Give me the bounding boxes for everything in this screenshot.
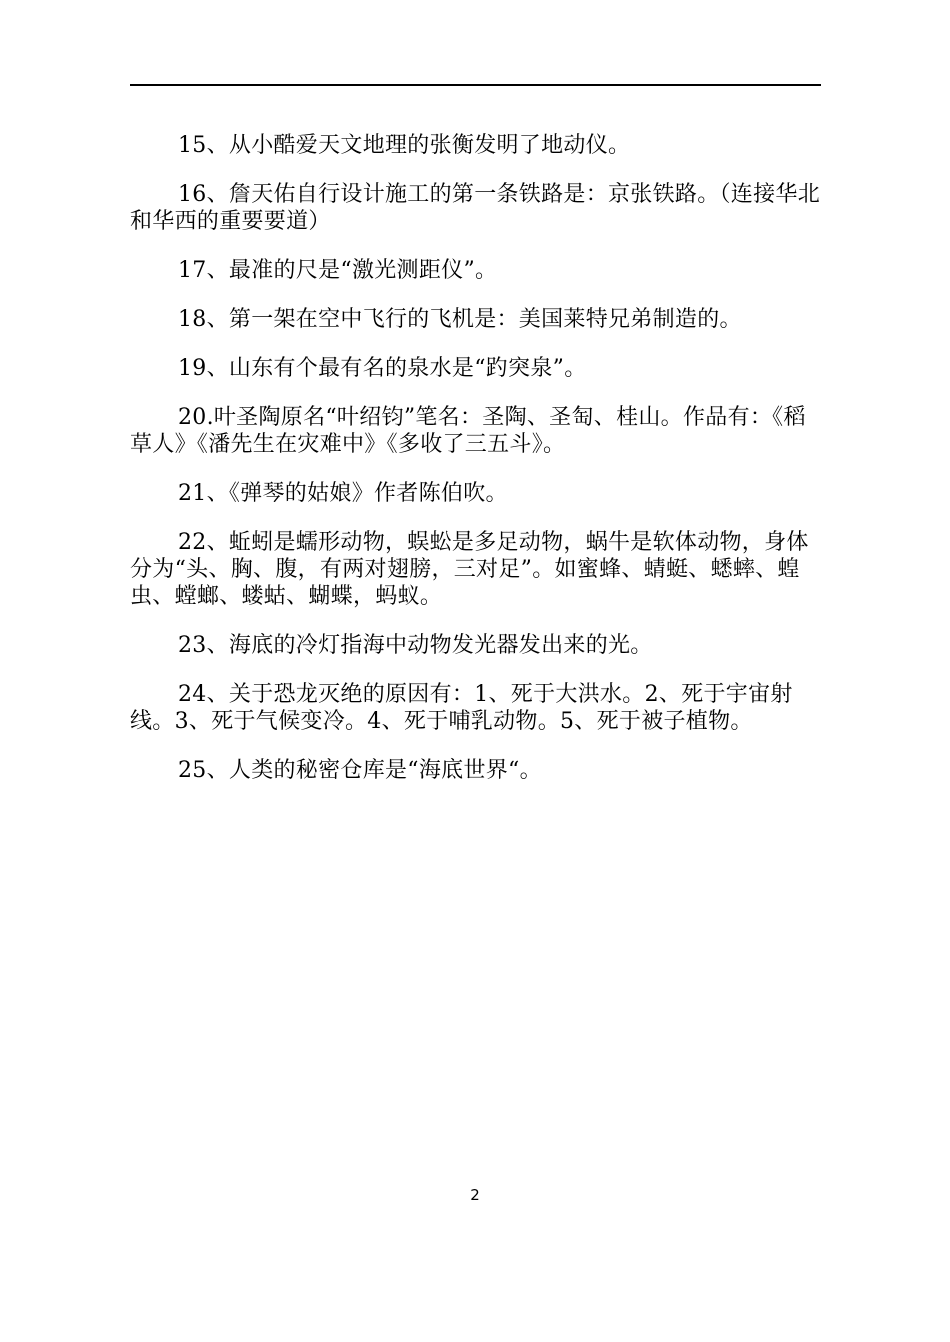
paragraph-21: 21、《弹琴的姑娘》作者陈伯吹。 xyxy=(178,481,508,506)
paragraph-22: 22、蚯蚓是蠕形动物，蜈蚣是多足动物，蜗牛是软体动物，身体分为“头、胸、腹，有两对翅膀，三对足”。如蜜蜂、蜻蜓、蟋蟀、蝗虫、螳螂、蝼蛄、蝴蝶，蚂蚁。 xyxy=(130,530,809,609)
paragraph-25: 25、人类的秘密仓库是“海底世界“。 xyxy=(178,758,542,783)
paragraph-20: 20.叶圣陶原名“叶绍钧”笔名：圣陶、圣匋、桂山。作品有：《稻草人》《潘先生在灾难中》《多收了三五斗》。 xyxy=(130,405,806,457)
paragraph-15: 15、从小酷爱天文地理的张衡发明了地动仪。 xyxy=(178,133,631,158)
paragraph-19: 19、山东有个最有名的泉水是“趵突泉”。 xyxy=(178,356,587,381)
paragraph-24: 24、关于恐龙灭绝的原因有：1、死于大洪水。2、死于宇宙射线。3、死于气候变冷。4、死于哺乳动物。5、死于被子植物。 xyxy=(130,682,793,734)
paragraph-17: 17、最准的尺是“激光测距仪”。 xyxy=(178,258,498,283)
document-body xyxy=(130,132,821,806)
paragraph-23: 23、海底的冷灯指海中动物发光器发出来的光。 xyxy=(178,633,653,658)
paragraph-18: 18、第一架在空中飞行的飞机是：美国莱特兄弟制造的。 xyxy=(178,307,742,332)
header-rule xyxy=(130,84,821,86)
paragraph-16: 16、詹天佑自行设计施工的第一条铁路是：京张铁路。（连接华北和华西的重要要道） xyxy=(130,182,820,234)
page-number: 2 xyxy=(470,1186,480,1204)
